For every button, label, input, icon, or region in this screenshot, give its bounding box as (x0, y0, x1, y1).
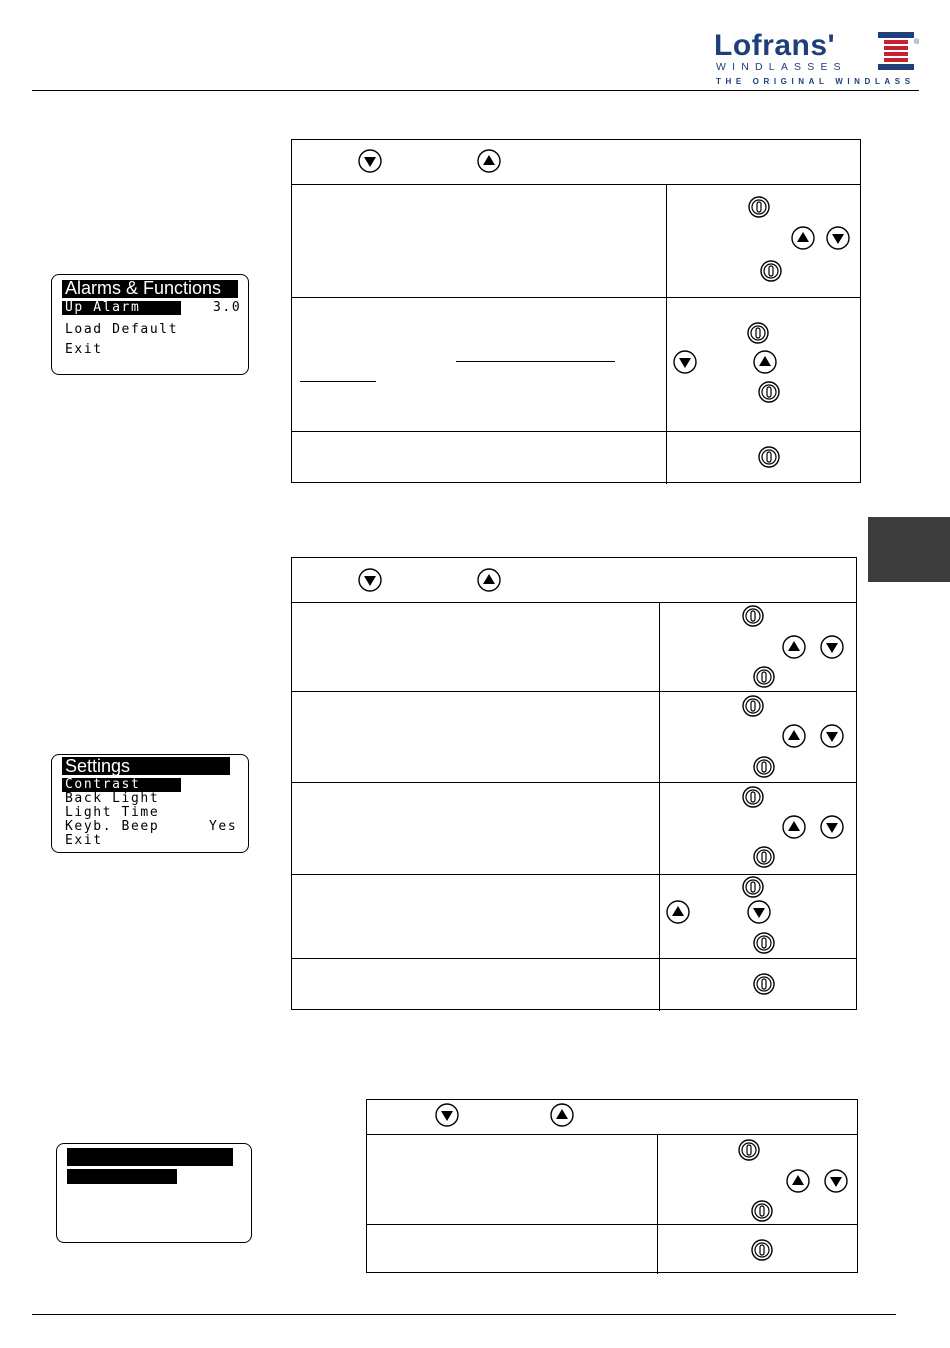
up-arrow-button-icon (549, 1102, 575, 1128)
brand-subtitle: WINDLASSES (716, 61, 847, 73)
enter-button-icon (740, 874, 766, 900)
brand-tagline: THE ORIGINAL WINDLASS (716, 77, 915, 86)
up-alarm-value: 3.0 (213, 300, 242, 315)
footer-rule (32, 1314, 896, 1315)
menu-item-exit: Exit (65, 342, 103, 357)
header-rule (32, 90, 919, 91)
down-arrow-button-icon (357, 148, 383, 174)
down-arrow-button-icon (746, 899, 772, 925)
underline (456, 361, 615, 362)
menu-item-exit: Exit (65, 833, 103, 848)
down-arrow-button-icon (819, 814, 845, 840)
enter-button-icon (740, 784, 766, 810)
selection-bar (67, 1169, 177, 1184)
enter-button-icon (751, 844, 777, 870)
up-arrow-button-icon (476, 567, 502, 593)
up-arrow-button-icon (476, 148, 502, 174)
keyb-beep-value: Yes (209, 819, 238, 834)
up-arrow-button-icon (790, 225, 816, 251)
down-arrow-button-icon (823, 1168, 849, 1194)
enter-button-icon (758, 258, 784, 284)
up-arrow-button-icon (781, 634, 807, 660)
enter-button-icon (751, 971, 777, 997)
enter-button-icon (749, 1198, 775, 1224)
lofrans-logo (714, 30, 920, 90)
enter-button-icon (740, 693, 766, 719)
enter-button-icon (740, 603, 766, 629)
down-arrow-button-icon (819, 634, 845, 660)
enter-button-icon (751, 930, 777, 956)
enter-button-icon (756, 444, 782, 470)
menu-item-back-light: Back Light (65, 791, 160, 806)
enter-button-icon (746, 194, 772, 220)
menu-item-light-time: Light Time (65, 805, 160, 820)
down-arrow-button-icon (357, 567, 383, 593)
down-arrow-button-icon (825, 225, 851, 251)
alarms-instructions-table (291, 139, 861, 483)
enter-button-icon (749, 1237, 775, 1263)
down-arrow-button-icon (672, 349, 698, 375)
enter-button-icon (736, 1137, 762, 1163)
up-arrow-button-icon (665, 899, 691, 925)
menu-item-keyb-beep: Keyb. Beep (65, 819, 160, 834)
underline (300, 381, 376, 382)
registered-mark: ® (914, 39, 920, 46)
enter-button-icon (756, 379, 782, 405)
chapter-tab (868, 517, 950, 582)
menu-item-up-alarm: Up Alarm (65, 300, 141, 315)
display-title: Alarms & Functions (65, 278, 222, 298)
display-title: Settings (65, 756, 131, 776)
blank-display (56, 1143, 252, 1243)
up-arrow-button-icon (785, 1168, 811, 1194)
brand-name: Lofrans' (714, 29, 836, 62)
up-arrow-button-icon (781, 814, 807, 840)
menu-item-contrast: Contrast (65, 777, 141, 792)
menu-item-load-default: Load Default (65, 322, 179, 337)
up-arrow-button-icon (781, 723, 807, 749)
down-arrow-button-icon (819, 723, 845, 749)
enter-button-icon (751, 754, 777, 780)
enter-button-icon (751, 664, 777, 690)
down-arrow-button-icon (434, 1102, 460, 1128)
up-arrow-button-icon (752, 349, 778, 375)
enter-button-icon (745, 320, 771, 346)
alarms-functions-display (51, 274, 249, 375)
windlass-logo-icon (874, 30, 920, 76)
display-title-bar (67, 1148, 233, 1166)
settings-display (51, 754, 249, 853)
